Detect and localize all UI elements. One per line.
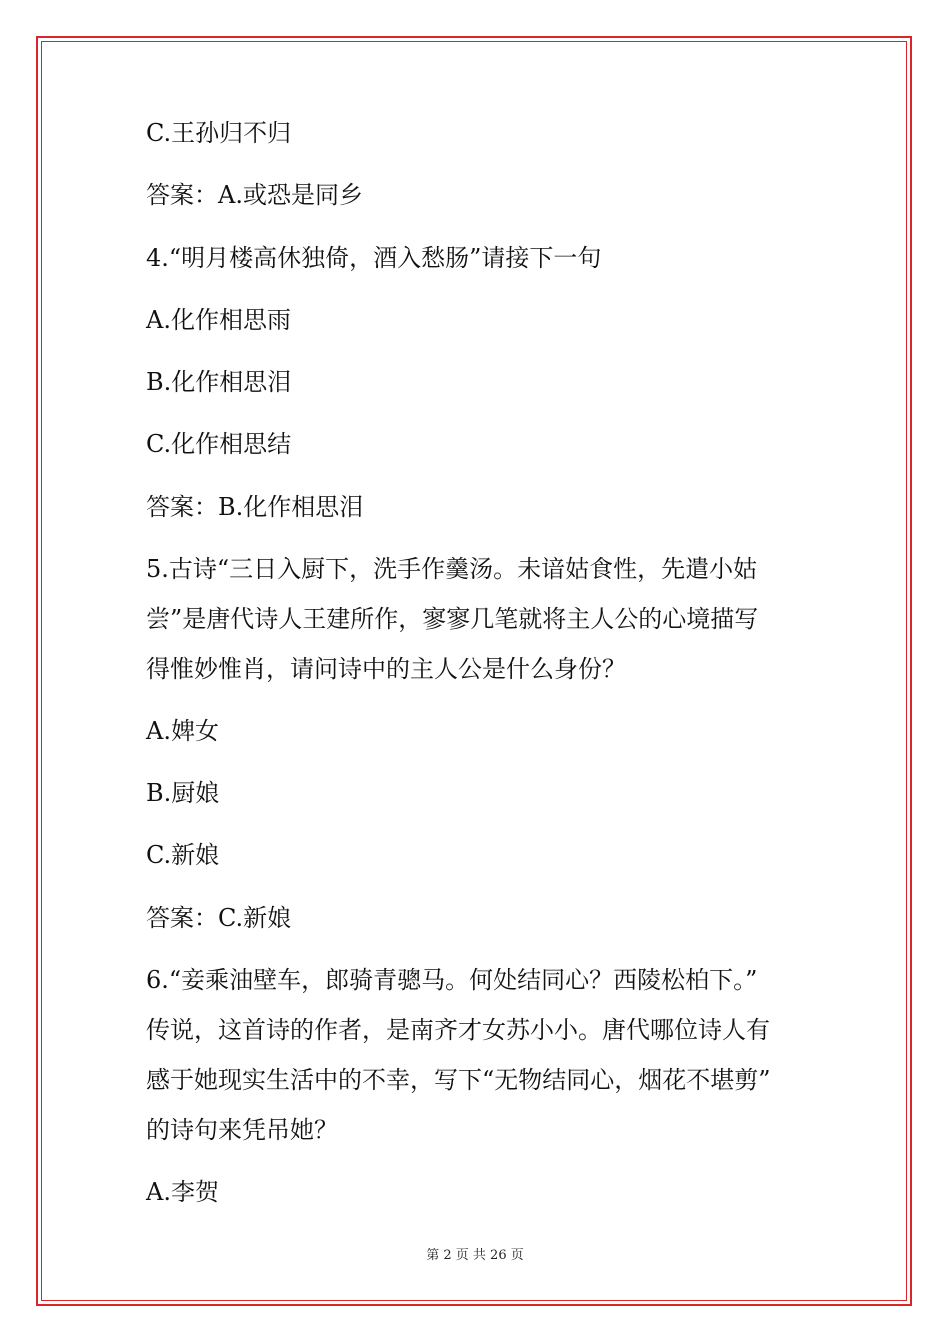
option-line: A.婢女 [146,717,219,745]
question-line: 4.“明月楼高休独倚，酒入愁肠”请接下一句 [146,244,602,272]
text-line: C.王孙归不归 [146,119,292,147]
question-line: 得惟妙惟肖，请问诗中的主人公是什么身份？ [146,655,626,683]
question-line: 尝”是唐代诗人王建所作，寥寥几笔就将主人公的心境描写 [146,605,759,633]
option-line: B.化作相思泪 [146,368,292,396]
question-line: 6.“妾乘油壁车，郎骑青骢马。何处结同心？西陵松柏下。” [146,966,758,994]
answer-line: 答案：C.新娘 [146,904,292,932]
option-line: C.化作相思结 [146,430,292,458]
question-line: 传说，这首诗的作者，是南齐才女苏小小。唐代哪位诗人有 [146,1016,770,1044]
question-line: 感于她现实生活中的不幸，写下“无物结同心，烟花不堪剪” [146,1066,771,1094]
option-line: B.厨娘 [146,779,220,807]
option-line: C.新娘 [146,841,220,869]
answer-line: 答案：B.化作相思泪 [146,493,364,521]
question-line: 的诗句来凭吊她？ [146,1116,338,1144]
page-number-footer: 第 2 页 共 26 页 [426,1248,524,1263]
answer-line: 答案：A.或恐是同乡 [146,181,363,209]
option-line: A.化作相思雨 [146,306,291,334]
question-line: 5.古诗“三日入厨下，洗手作羹汤。未谙姑食性，先遣小姑 [146,555,758,583]
option-line: A.李贺 [146,1178,219,1206]
